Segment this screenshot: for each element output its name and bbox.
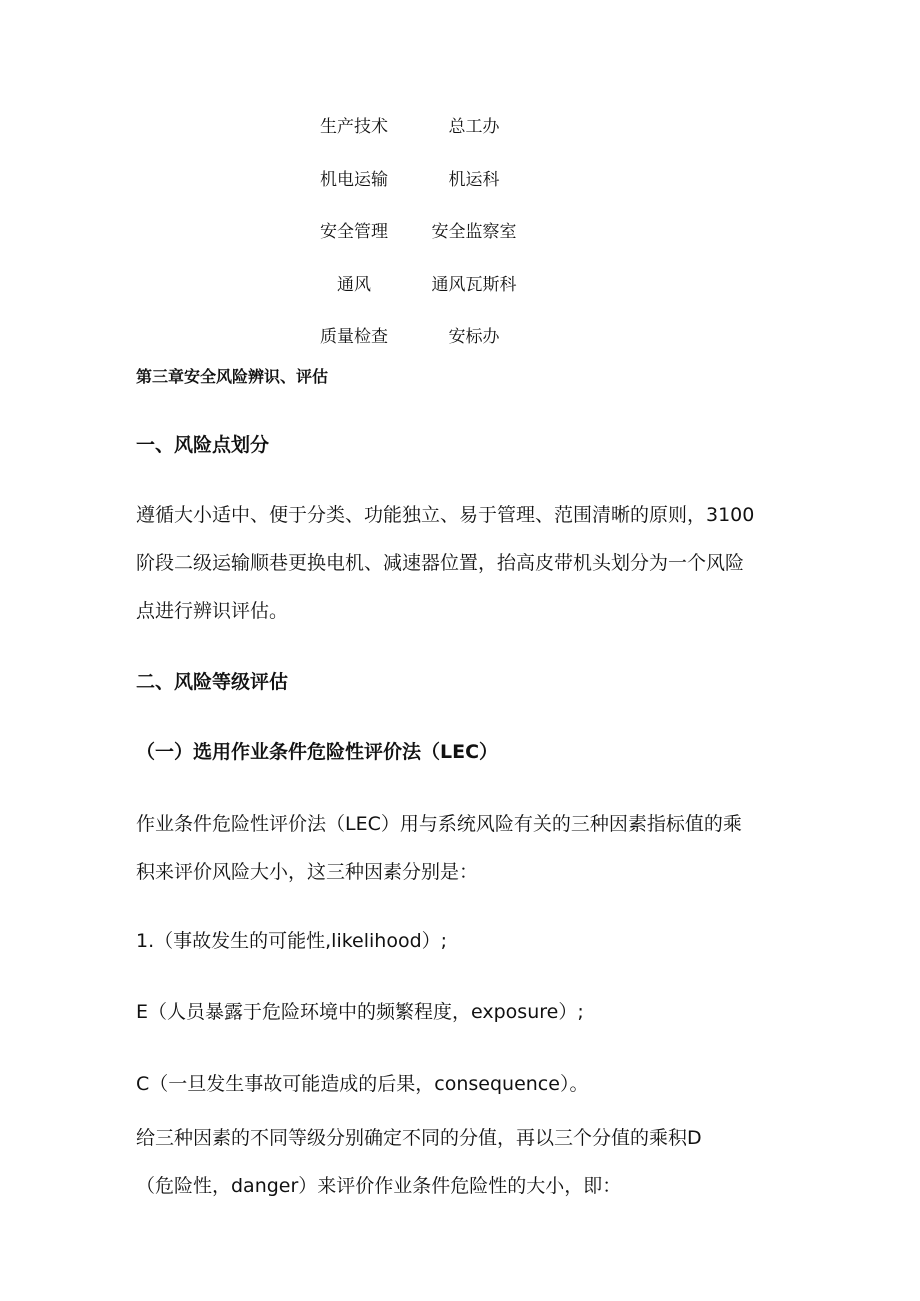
department-area: 通风 — [337, 274, 371, 295]
subsection-heading-lec: （一）选用作业条件危险性评价法（LEC） — [136, 741, 499, 763]
department-area: 生产技术 — [320, 117, 388, 137]
paragraph-line: 点进行辨识评估。 — [136, 600, 289, 622]
department-row — [300, 320, 540, 373]
department-row — [300, 268, 540, 321]
department-unit: 安标办 — [448, 327, 500, 347]
department-area: 安全管理 — [320, 222, 388, 242]
department-unit: 安全监察室 — [431, 222, 517, 242]
department-row — [300, 163, 540, 216]
department-area: 质量检查 — [320, 327, 388, 347]
department-area: 机电运输 — [320, 169, 388, 190]
section-heading-risk-points: 一、风险点划分 — [136, 434, 270, 456]
paragraph-line: 遵循大小适中、便于分类、功能独立、易于管理、范围清晰的原则，3100 — [136, 504, 755, 526]
department-unit: 通风瓦斯科 — [431, 274, 517, 295]
paragraph-line: （危险性，danger）来评价作业条件危险性的大小，即： — [136, 1175, 622, 1197]
chapter-title: 第三章安全风险辨识、评估 — [136, 367, 329, 386]
department-unit: 机运科 — [448, 169, 500, 190]
section-heading-risk-level: 二、风险等级评估 — [136, 671, 289, 693]
department-unit: 总工办 — [448, 117, 500, 137]
paragraph-line: 积来评价风险大小，这三种因素分别是： — [136, 861, 479, 883]
paragraph-line: 作业条件危险性评价法（LEC）用与系统风险有关的三种因素指标值的乘 — [136, 813, 742, 835]
department-row — [300, 110, 540, 163]
department-table — [300, 110, 540, 373]
paragraph-line: 阶段二级运输顺巷更换电机、减速器位置，抬高皮带机头划分为一个风险 — [136, 552, 745, 574]
factor-exposure: E（人员暴露于危险环境中的频繁程度，exposure）; — [136, 1001, 584, 1023]
department-row — [300, 215, 540, 268]
paragraph-line: 给三种因素的不同等级分别确定不同的分值，再以三个分值的乘积D — [136, 1127, 702, 1149]
factor-likelihood: 1.（事故发生的可能性,likelihood）; — [136, 930, 448, 952]
factor-consequence: C（一旦发生事故可能造成的后果，consequence）。 — [136, 1073, 589, 1095]
